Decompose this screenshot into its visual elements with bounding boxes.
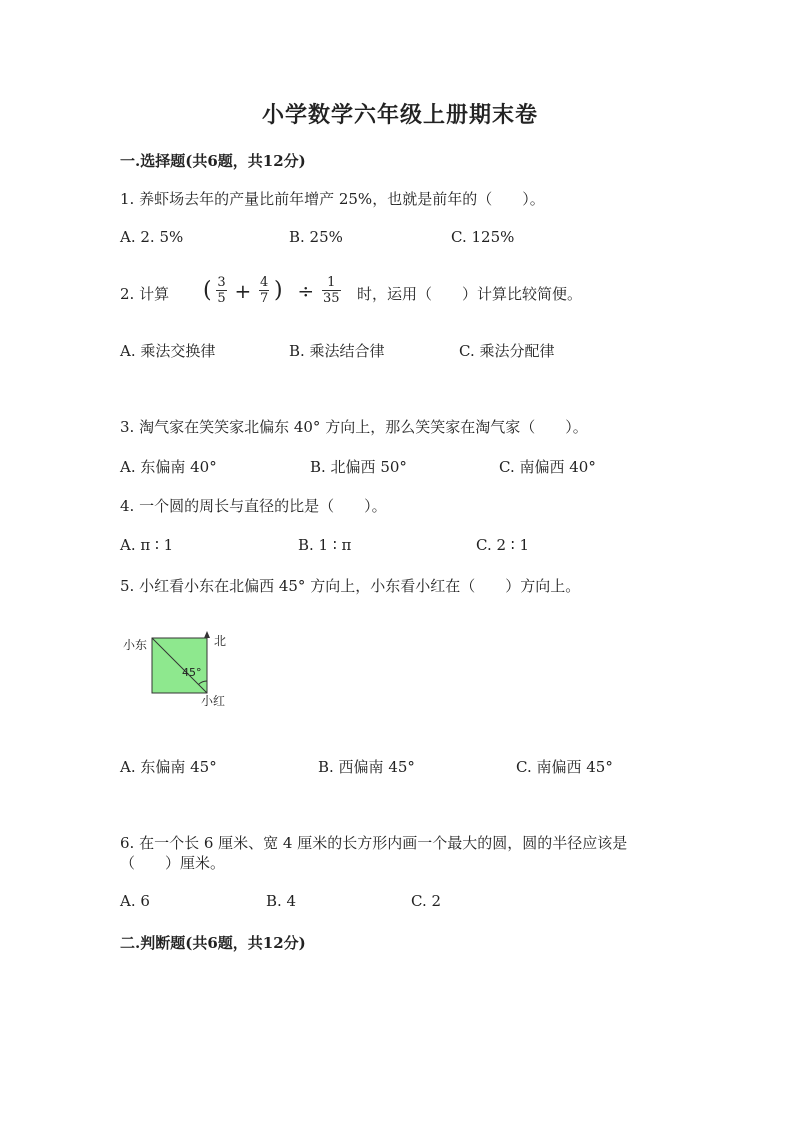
q4-option-b: B. 1 ∶ π (298, 536, 352, 554)
q6-option-c: C. 2 (411, 892, 442, 910)
q5-option-b: B. 西偏南 45° (318, 758, 415, 776)
label-angle: 45° (182, 666, 202, 679)
q5-option-a: A. 东偏南 45° (120, 758, 217, 776)
question-4: 4. 一个圆的周长与直径的比是（ ）。 (120, 497, 387, 515)
q4-option-c: C. 2 ∶ 1 (476, 536, 530, 554)
left-paren: ( (203, 278, 212, 303)
north-arrow-icon (204, 631, 210, 638)
question-6-line2: （ ）厘米。 (120, 854, 226, 872)
plus-sign: + (234, 278, 252, 303)
divide-sign: ÷ (297, 278, 315, 303)
direction-diagram (118, 626, 242, 708)
label-xiaohong: 小红 (201, 694, 226, 708)
question-2-suffix: 时，运用（ ）计算比较简便。 (357, 285, 583, 303)
q6-option-b: B. 4 (266, 892, 297, 910)
q3-option-b: B. 北偏西 50° (310, 458, 407, 476)
q3-option-c: C. 南偏西 40° (499, 458, 596, 476)
q1-option-b: B. 25% (289, 228, 343, 246)
label-north: 北 (214, 634, 227, 648)
page-title: 小学数学六年级上册期末卷 (261, 102, 538, 128)
fraction-1-35: $\frac{1}{35}$ (322, 275, 340, 306)
question-5: 5. 小红看小东在北偏西 45° 方向上，小东看小红在（ ）方向上。 (120, 577, 581, 595)
question-2-expression (203, 275, 341, 306)
q2-option-a: A. 乘法交换律 (120, 342, 216, 360)
q6-option-a: A. 6 (120, 892, 150, 910)
question-6: 6. 在一个长 6 厘米、宽 4 厘米的长方形内画一个最大的圆，圆的半径应该是 (120, 834, 628, 852)
fraction-4-7: $\frac{4}{7}$ (259, 275, 269, 306)
q3-option-a: A. 东偏南 40° (120, 458, 217, 476)
q2-option-c: C. 乘法分配律 (459, 342, 555, 360)
q2-option-b: B. 乘法结合律 (289, 342, 385, 360)
right-paren: ) (274, 278, 283, 303)
label-xiaodong: 小东 (123, 638, 148, 652)
section-heading-judgement: 二.判断题(共6题，共12分) (120, 934, 306, 952)
q4-option-a: A. π ∶ 1 (120, 536, 174, 554)
section-heading-choice: 一.选择题(共6题，共12分) (120, 152, 306, 170)
q1-option-a: A. 2. 5% (120, 228, 184, 246)
question-3: 3. 淘气家在笑笑家北偏东 40° 方向上，那么笑笑家在淘气家（ ）。 (120, 418, 588, 436)
question-1: 1. 养虾场去年的产量比前年增产 25%，也就是前年的（ ）。 (120, 190, 545, 208)
question-2-prefix: 2. 计算 (120, 285, 170, 303)
q1-option-c: C. 125% (451, 228, 515, 246)
fraction-3-5: $\frac{3}{5}$ (217, 275, 226, 306)
q5-option-c: C. 南偏西 45° (516, 758, 613, 776)
